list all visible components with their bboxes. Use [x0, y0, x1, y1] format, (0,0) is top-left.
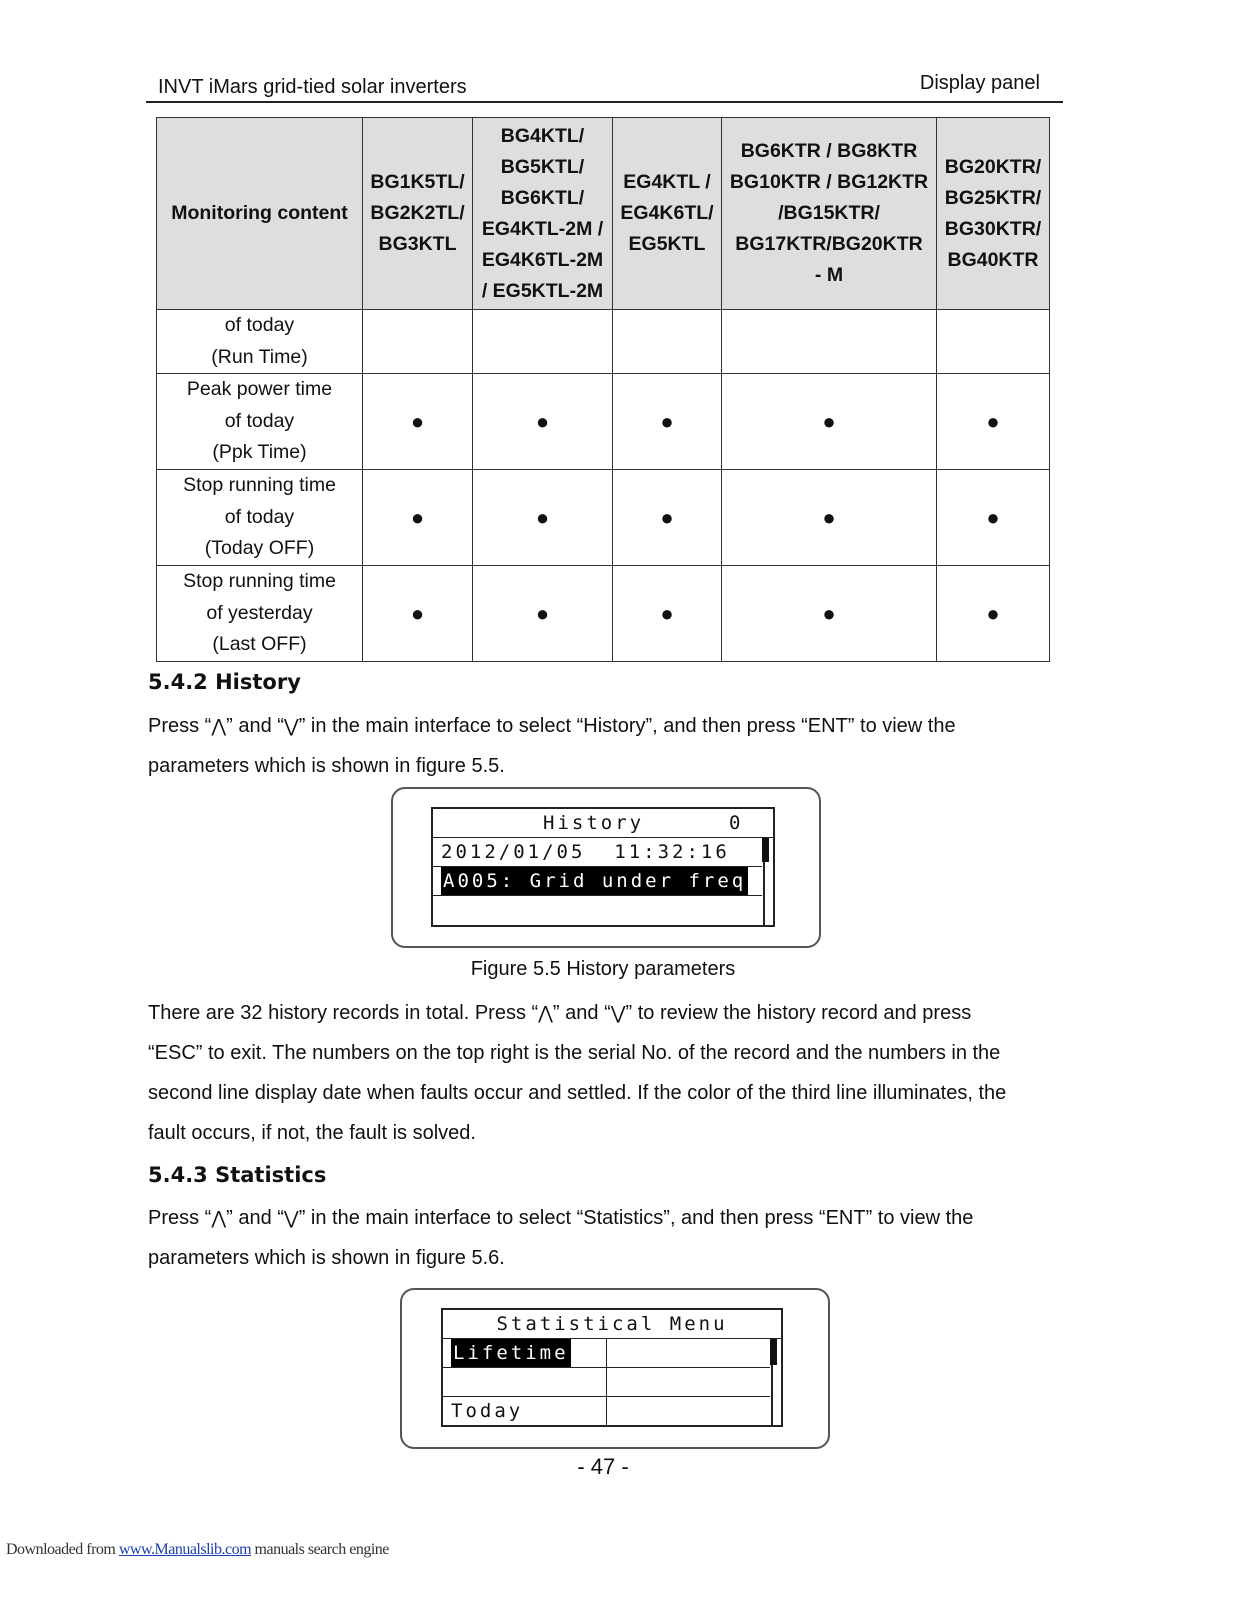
mark-cell: ● — [363, 566, 473, 662]
mark-cell: ● — [613, 374, 722, 470]
mark-cell: ● — [363, 470, 473, 566]
menu-item-today[interactable]: Today — [451, 1400, 524, 1422]
mark-cell: ● — [363, 374, 473, 470]
footer-note: Downloaded from www.Manualslib.com manuals search engine — [6, 1541, 389, 1558]
table-row — [157, 374, 1050, 470]
history-description: There are 32 history records in total. Press “⋀” and “⋁” to review the history record and press “ESC” to exit. The numbers on the top right is the serial No. of the record and the numbers in the second line display date when faults occur and settled. If the color of the third line illuminates, the fault occurs, if not, the fault is solved. — [148, 1002, 1007, 1144]
lcd-scrollbar-thumb — [770, 1339, 777, 1365]
lcd-scrollbar-thumb — [762, 838, 769, 862]
mark-cell: ● — [473, 470, 613, 566]
manualslib-link[interactable]: www.Manualslib.com — [118, 1541, 252, 1558]
lcd-title-row — [433, 809, 773, 838]
header-section: Display panel — [919, 72, 1040, 94]
figure-caption: Figure 5.5 History parameters — [470, 958, 736, 980]
col-header-bg1k5tl: BG1K5TL/ BG2K2TL/ BG3KTL — [363, 118, 473, 310]
lcd-date-row: 2012/01/05 11:32:16 — [433, 838, 762, 867]
mark-cell — [363, 310, 473, 374]
mark-cell: ● — [722, 566, 937, 662]
history-lcd-screen — [431, 807, 775, 927]
mark-cell: ● — [937, 374, 1050, 470]
mark-cell: ● — [613, 566, 722, 662]
up-arrow-icon: ⋀ — [211, 1208, 227, 1228]
header-rule — [146, 101, 1063, 103]
row-label: Stop running time of yesterday (Last OFF) — [157, 566, 363, 662]
row-label: Peak power time of today (Ppk Time) — [157, 374, 363, 470]
col-header-bg4ktl: BG4KTL/ BG5KTL/ BG6KTL/ EG4KTL-2M / EG4K6TL-2M / EG5KTL-2M — [473, 118, 613, 310]
statistics-lcd-screen — [441, 1308, 783, 1427]
table-header-row — [157, 118, 1050, 310]
down-arrow-icon: ⋁ — [283, 716, 299, 736]
up-arrow-icon: ⋀ — [538, 1003, 553, 1023]
mark-cell: ● — [937, 566, 1050, 662]
mark-cell — [613, 310, 722, 374]
mark-cell: ● — [473, 566, 613, 662]
row-label: of today (Run Time) — [157, 310, 363, 374]
mark-cell — [473, 310, 613, 374]
page-number: - 47 - — [577, 1454, 629, 1479]
monitoring-table — [156, 117, 1050, 662]
statistics-heading: 5.4.3 Statistics — [148, 1163, 327, 1187]
col-header-content: Monitoring content — [157, 118, 363, 310]
lcd-title: History — [543, 812, 645, 834]
up-arrow-icon: ⋀ — [211, 716, 227, 736]
history-intro: Press “⋀” and “⋁” in the main interface to select “History”, and then press “ENT” to view the parameters which is shown in figure 5.5. — [148, 715, 956, 777]
col-header-bg6ktr: BG6KTR / BG8KTR BG10KTR / BG12KTR /BG15KTR/ BG17KTR/BG20KTR - M — [722, 118, 937, 310]
mark-cell — [937, 310, 1050, 374]
row-label: Stop running time of today (Today OFF) — [157, 470, 363, 566]
table-row — [157, 566, 1050, 662]
mark-cell: ● — [722, 374, 937, 470]
statistics-intro: Press “⋀” and “⋁” in the main interface to select “Statistics”, and then press “ENT” to view the parameters which is shown in figure 5.6. — [148, 1207, 974, 1269]
down-arrow-icon: ⋁ — [610, 1003, 626, 1023]
col-header-eg4ktl: EG4KTL / EG4K6TL/ EG5KTL — [613, 118, 722, 310]
lcd-fault-row: A005: Grid under freq — [433, 867, 762, 896]
lcd-serial-number: 0 — [729, 812, 744, 834]
lcd-title-row — [443, 1310, 781, 1339]
mark-cell: ● — [613, 470, 722, 566]
mark-cell: ● — [473, 374, 613, 470]
table-row — [157, 310, 1050, 374]
col-header-bg20ktr: BG20KTR/ BG25KTR/ BG30KTR/ BG40KTR — [937, 118, 1050, 310]
mark-cell: ● — [937, 470, 1050, 566]
header-title: INVT iMars grid-tied solar inverters — [158, 76, 467, 98]
table-row — [157, 470, 1050, 566]
lcd-title: Statistical Menu — [496, 1313, 728, 1335]
mark-cell — [722, 310, 937, 374]
lcd-column-divider — [606, 1339, 607, 1425]
menu-item-lifetime[interactable]: Lifetime — [451, 1339, 571, 1367]
history-heading: 5.4.2 History — [148, 670, 301, 694]
down-arrow-icon: ⋁ — [283, 1208, 299, 1228]
mark-cell: ● — [722, 470, 937, 566]
